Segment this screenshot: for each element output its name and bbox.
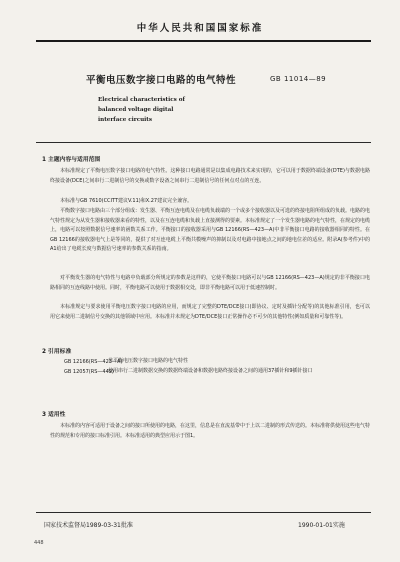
header-rule (36, 40, 371, 42)
reference-2-code: GB 12057(RS—449) (64, 369, 114, 375)
section-1-para-5: 本标准规定与要求使用平衡电压数字接口电路的应用，而规定了完整的DTE/DCE接口(即协议、定时及插针分配等)的其他标准引用，也可以用它来使用二进制信号交换的其他领域中应用。本标准并未规定为DTE/DCE接口正常操作必不可少的其他特性(例如质量和可靠性等)。 (50, 304, 370, 320)
reference-1-text: 非平衡电压数字接口电路的电气特性 (108, 358, 189, 364)
approval-date: 国家技术监督局1989-03-31批准 (44, 522, 133, 529)
section-1-para-2: 本标准与GB 7610(CCITT建议V.11)和X.27建议完全兼容。 (60, 198, 193, 204)
title-rule (36, 142, 371, 143)
section-1-para-4: 对平衡发生器的电气特性与电路中负载部分所规定的参数是这样的，它使平衡接口电路可以与GB 12166(RS—423—A)规定的非平衡接口电路相同的互连线路中使用。同时，平衡电路可以使用于数据相交处，即非平衡电路可以用于低速控制时。 (50, 275, 370, 291)
standard-title: 平衡电压数字接口电路的电气特性 (86, 75, 237, 86)
english-title-line-3: interface circuits (98, 117, 153, 123)
section-3-para-1: 本标准的内容可适用于设备之间的接口所使用的电路，在这里，信息是在直流基带中于上以二进制的形式传送的。本标准将供使用这些电气特性的规范和专用的接口标准引用。本标准适用的典型应用示于图1。 (50, 423, 371, 439)
section-1-para-3: 平衡数字接口电路由三个部分组成：发生器、平衡互连电缆及在电缆负载端的一个或多个接收器以及可选的终接电阻所组成的负载。电路的电气特性规定为从发生器和接收器来看的特性，以及在互连电缆和负载上直接测得的要素。本标准规定了一个发生器电路的电气特性，在规定的电缆上，电路可以按照数据信号速率的函数关系工作。平衡接口的接收器采用与GB 12166(RS—423—A)中非平衡接口电路的接收器相同的特性。在GB 12166的接收器电气上是等同的，提供了对互连电缆上平衡共模噪声的抑制以及对电路中接地点之间的地电位差的适应。附录A(参考件)中的A1给出了电缆长度与数据信号速率的参数关系的指南。 (50, 208, 371, 253)
english-title-line-2: balanced voltage digital (98, 107, 174, 113)
section-1-para-1: 本标准规定了平衡电压数字接口电路的电气特性。这种接口电路通常是以集成电路技术来实现的，它可以用于数据终端设备(DTE)与数据电路终接设备(DCE)之间串行二进制信号的交换或数字设备之间串行二进制信号的任何点对点的互连。 (50, 168, 370, 184)
reference-1-code: GB 12166(RS—423—A) (64, 359, 123, 365)
page-number: 448 (34, 540, 44, 546)
section-2-heading: 2 引用标准 (42, 349, 72, 355)
implementation-date: 1990-01-01实施 (298, 522, 345, 529)
standard-code: GB 11014—89 (270, 75, 327, 83)
english-title-line-1: Electrical characteristics of (98, 97, 185, 103)
national-standard-header: 中华人民共和国国家标准 (136, 23, 264, 34)
section-1-heading: 1 主题内容与适用范围 (42, 157, 101, 163)
footer-rule (36, 512, 371, 513)
reference-2-text: 使用串行二进制数据交换的数据终端设备和数据电路终接设备之间的通用37插针和9插针接口 (108, 368, 313, 374)
section-3-heading: 3 适用性 (42, 412, 66, 418)
